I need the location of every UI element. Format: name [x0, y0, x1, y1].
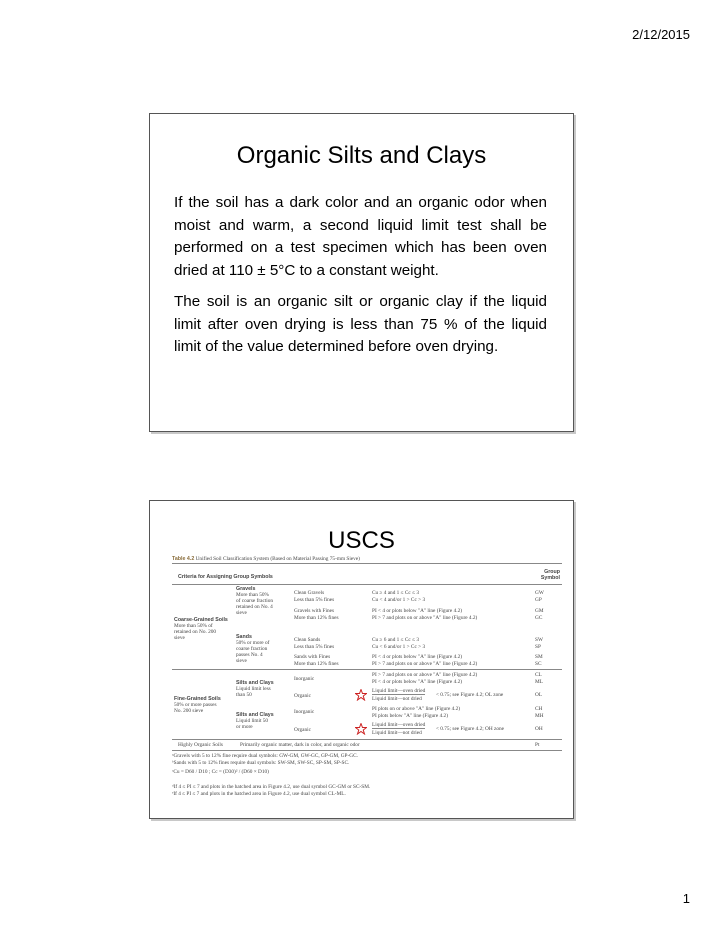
- row-criteria: PI < 4 or plots below "A" line (Figure 4.2): [372, 679, 462, 685]
- row-condition: More than 12% fines: [294, 615, 339, 621]
- header-date: 2/12/2015: [632, 27, 690, 42]
- row-criteria: Cu < 4 and/or 1 > Cc > 3: [372, 597, 426, 603]
- footnote: ᵃGravels with 5 to 12% fine require dual symbols: GW-GM, GW-GC, GP-GM, GP-GC.: [172, 753, 358, 759]
- highly-organic-label: Highly Organic Soils: [178, 742, 223, 748]
- row-criteria: PI plots below "A" line (Figure 4.2): [372, 713, 448, 719]
- row-symbol: SC: [535, 661, 542, 667]
- row-symbol: SW: [535, 637, 543, 643]
- row-criteria: Cu < 6 and/or 1 > Cc > 3: [372, 644, 426, 650]
- gravels-sub: More than 50%: [236, 592, 269, 598]
- divider: [172, 750, 562, 751]
- coarse-sub: sieve: [174, 635, 185, 641]
- row-symbol: GC: [535, 615, 543, 621]
- organic-tail: < 0.75; see Figure 4.2; OH zone: [436, 726, 505, 732]
- slide-organic-silts: [149, 113, 574, 432]
- sands-sub: coarse fraction: [236, 646, 268, 652]
- gravels-sub: retained on No. 4: [236, 604, 273, 610]
- row-condition: Less than 5% fines: [294, 597, 335, 603]
- silts-clays-sub: or more: [236, 724, 253, 730]
- header-criteria: Criteria for Assigning Group Symbols: [178, 574, 273, 580]
- coarse-sub: More than 50% of: [174, 623, 213, 629]
- footnote: ᶜCu = D60 / D10 ; Cc = (D30)² / (D60 × D10): [172, 769, 269, 775]
- caption-label: Table 4.2: [172, 556, 195, 562]
- row-symbol: GW: [535, 590, 544, 596]
- table-header: [172, 568, 562, 585]
- uscs-table: [168, 556, 563, 811]
- slide-uscs: [149, 500, 574, 819]
- row-symbol: CH: [535, 706, 543, 712]
- slide-title: USCS: [328, 527, 395, 554]
- row-symbol: GP: [535, 597, 542, 603]
- row-symbol: Pt: [535, 742, 540, 748]
- row-criteria: Cu ≥ 4 and 1 ≤ Cc ≤ 3: [372, 590, 419, 596]
- caption-text: Unified Soil Classification System (Based on Material Passing 75-mm Sieve): [195, 556, 360, 562]
- footnote: ᵇSands with 5 to 12% fines require dual symbols: SW-SM, SW-SC, SP-SM, SP-SC.: [172, 760, 350, 766]
- paragraph: The soil is an organic silt or organic clay if the liquid limit after oven drying is less than 75 % of the liquid limit of the value determined before oven drying.: [174, 293, 547, 355]
- fine-label: Fine-Grained Soils: [174, 696, 221, 702]
- silts-clays-sub: Liquid limit less: [236, 686, 271, 692]
- page-number: 1: [682, 891, 690, 906]
- star-icon: [355, 723, 367, 735]
- divider: [172, 739, 562, 740]
- row-condition: Inorganic: [294, 709, 315, 715]
- row-symbol: CL: [535, 672, 542, 678]
- footnote: ᵈIf 4 ≤ PI ≤ 7 and plots in the hatched area in Figure 4.2, use dual symbol GC-GM or SC-SM.: [172, 784, 371, 790]
- coarse-label: Coarse-Grained Soils: [174, 617, 228, 623]
- organic-fraction-top: Liquid limit—oven dried: [372, 688, 426, 694]
- table-caption: [172, 556, 562, 564]
- organic-tail: < 0.75; see Figure 4.2; OL zone: [436, 692, 504, 698]
- gravels-sub: sieve: [236, 610, 247, 616]
- organic-fraction-bottom: Liquid limit—not dried: [372, 730, 422, 736]
- slide-title: Organic Silts and Clays: [236, 142, 487, 169]
- organic-fraction-top: Liquid limit—oven dried: [372, 722, 426, 728]
- row-symbol: MH: [535, 713, 544, 719]
- sands-sub: sieve: [236, 658, 247, 664]
- gravels-label: Gravels: [236, 586, 256, 592]
- row-criteria: PI > 7 and plots on or above "A" line (Figure 4.2): [372, 661, 478, 667]
- row-condition: Inorganic: [294, 676, 315, 682]
- row-criteria: PI > 7 and plots on or above "A" line (Figure 4.2): [372, 672, 478, 678]
- row-symbol: SM: [535, 654, 543, 660]
- fine-sub: 50% or more passes: [174, 702, 217, 708]
- divider: [172, 669, 562, 670]
- row-condition: More than 12% fines: [294, 661, 339, 667]
- slide-body: [174, 192, 547, 359]
- highly-organic-desc: Primarily organic matter, dark in color, and organic odor: [240, 742, 360, 748]
- gravels-sub: of coarse fraction: [236, 598, 274, 604]
- row-condition: Less than 5% fines: [294, 644, 335, 650]
- silts-clays-label: Silts and Clays: [236, 712, 274, 718]
- row-criteria: PI < 4 or plots below "A" line (Figure 4.2): [372, 608, 462, 614]
- row-symbol: OL: [535, 692, 543, 698]
- row-condition: Gravels with Fines: [294, 608, 335, 614]
- row-condition: Organic: [294, 693, 311, 699]
- row-condition: Sands with Fines: [294, 654, 331, 660]
- silts-clays-sub: than 50: [236, 692, 252, 698]
- row-criteria: Cu ≥ 6 and 1 ≤ Cc ≤ 3: [372, 637, 419, 643]
- sands-label: Sands: [236, 634, 252, 640]
- silts-clays-sub: Liquid limit 50: [236, 718, 269, 724]
- row-symbol: ML: [535, 679, 543, 685]
- header-group-symbol: Group Symbol: [540, 569, 560, 582]
- row-criteria: PI > 7 and plots on or above "A" line (Figure 4.2): [372, 615, 478, 621]
- paragraph: If the soil has a dark color and an organic odor when moist and warm, a second liquid limit test shall be performed on a test specimen which has been oven dried at 110 ± 5°C to a constant weight.: [174, 194, 547, 279]
- row-criteria: PI < 4 or plots below "A" line (Figure 4.2): [372, 654, 462, 660]
- organic-fraction-bottom: Liquid limit—not dried: [372, 696, 422, 702]
- row-symbol: SP: [535, 644, 541, 650]
- fine-sub: No. 200 sieve: [174, 708, 204, 714]
- row-condition: Clean Gravels: [294, 590, 325, 596]
- star-icon: [355, 689, 367, 701]
- footnote: ᵉIf 4 ≤ PI ≤ 7 and plots in the hatched area in Figure 4.2, use dual symbol CL-ML.: [172, 791, 346, 797]
- row-criteria: PI plots on or above "A" line (Figure 4.2): [372, 706, 461, 712]
- sands-sub: 50% or more of: [236, 640, 270, 646]
- coarse-sub: retained on No. 200: [174, 629, 217, 635]
- row-condition: Clean Sands: [294, 637, 321, 643]
- row-symbol: GM: [535, 608, 544, 614]
- row-condition: Organic: [294, 727, 311, 733]
- silts-clays-label: Silts and Clays: [236, 680, 274, 686]
- sands-sub: passes No. 4: [236, 652, 263, 658]
- row-symbol: OH: [535, 726, 543, 732]
